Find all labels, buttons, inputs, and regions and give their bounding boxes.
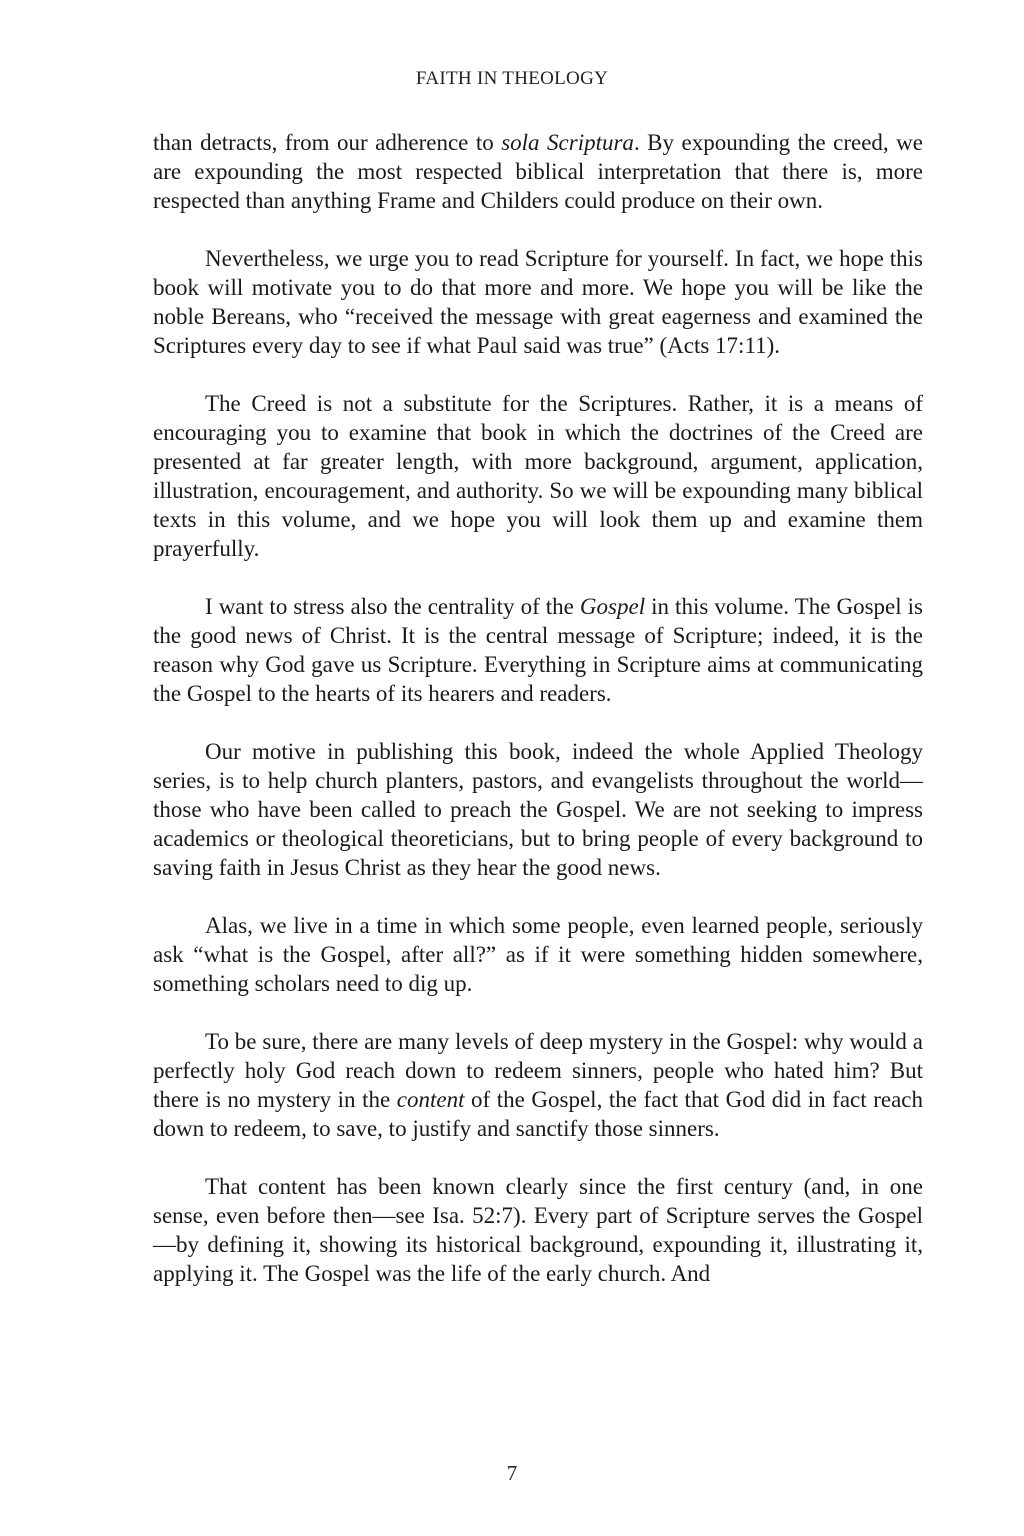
italic-term-gospel: Gospel <box>579 594 646 619</box>
text-run: To be sure, there are many levels of deep mystery in the Gospel: why would a perfectly holy God reach down to redeem sinners, people who hated him? But there is no mystery in the <box>153 1029 923 1112</box>
italic-term-content: content <box>396 1087 465 1112</box>
text-run: in this volume. The Gospel is the good news of Christ. It is the central message of Scripture; indeed, it is the reason why God gave us Scripture. Everything in Scripture aims at communicating the Gospel to the hearts of its hearers and readers. <box>153 594 923 706</box>
page-number: 7 <box>506 1461 518 1485</box>
text-run: I want to stress also the centrality of the <box>205 594 580 619</box>
text-run: The Creed is not a substitute for the Scriptures. Rather, it is a means of encouraging you to examine that book in which the doctrines of the Creed are presented at far greater length, with more background, argument, application, illustration, encouragement, and authority. So we will be expounding many biblical texts in this volume, and we hope you will look them up and examine them prayerfully. <box>153 391 923 561</box>
text-run: . By expounding the creed, we are expounding the most respected biblical interpretation that there is, more respected than anything Frame and Childers could produce on their own. <box>153 130 923 213</box>
text-run: of the Gospel, the fact that God did in fact reach down to redeem, to save, to justify and sanctify those sinners. <box>153 1087 923 1141</box>
paragraph-2 <box>153 244 923 360</box>
italic-term-sola-scriptura: sola Scriptura <box>501 130 634 155</box>
running-head: FAITH IN THEOLOGY <box>415 68 609 89</box>
paragraph-1 <box>153 128 923 215</box>
text-run: Our motive in publishing this book, indeed the whole Applied Theology series, is to help church planters, pastors, and evangelists throughout the world—those who have been called to preach the Gospel. We are not seeking to impress academics or theological theoreticians, but to bring people of every background to saving faith in Jesus Christ as they hear the good news. <box>153 739 923 880</box>
text-run: That content has been known clearly since the first century (and, in one sense, even before then—see Isa. 52:7). Every part of Scripture serves the Gospel—by defining it, showing its historical background, expounding it, illustrating it, applying it. The Gospel was the life of the early church. And <box>153 1174 923 1286</box>
paragraph-8 <box>153 1172 923 1288</box>
paragraph-3 <box>153 389 923 563</box>
paragraph-4 <box>153 592 923 708</box>
text-run: Alas, we live in a time in which some people, even learned people, seriously ask “what is the Gospel, after all?” as if it were something hidden somewhere, something scholars need to dig up. <box>153 913 923 996</box>
paragraph-6 <box>153 911 923 998</box>
body-text <box>153 128 923 1288</box>
text-run: than detracts, from our adherence to <box>153 130 502 155</box>
paragraph-7 <box>153 1027 923 1143</box>
text-run: Nevertheless, we urge you to read Scripture for yourself. In fact, we hope this book will motivate you to do that more and more. We hope you will be like the noble Bereans, who “received the message with great eagerness and examined the Scriptures every day to see if what Paul said was true” (Acts 17:11). <box>153 246 923 358</box>
paragraph-5 <box>153 737 923 882</box>
